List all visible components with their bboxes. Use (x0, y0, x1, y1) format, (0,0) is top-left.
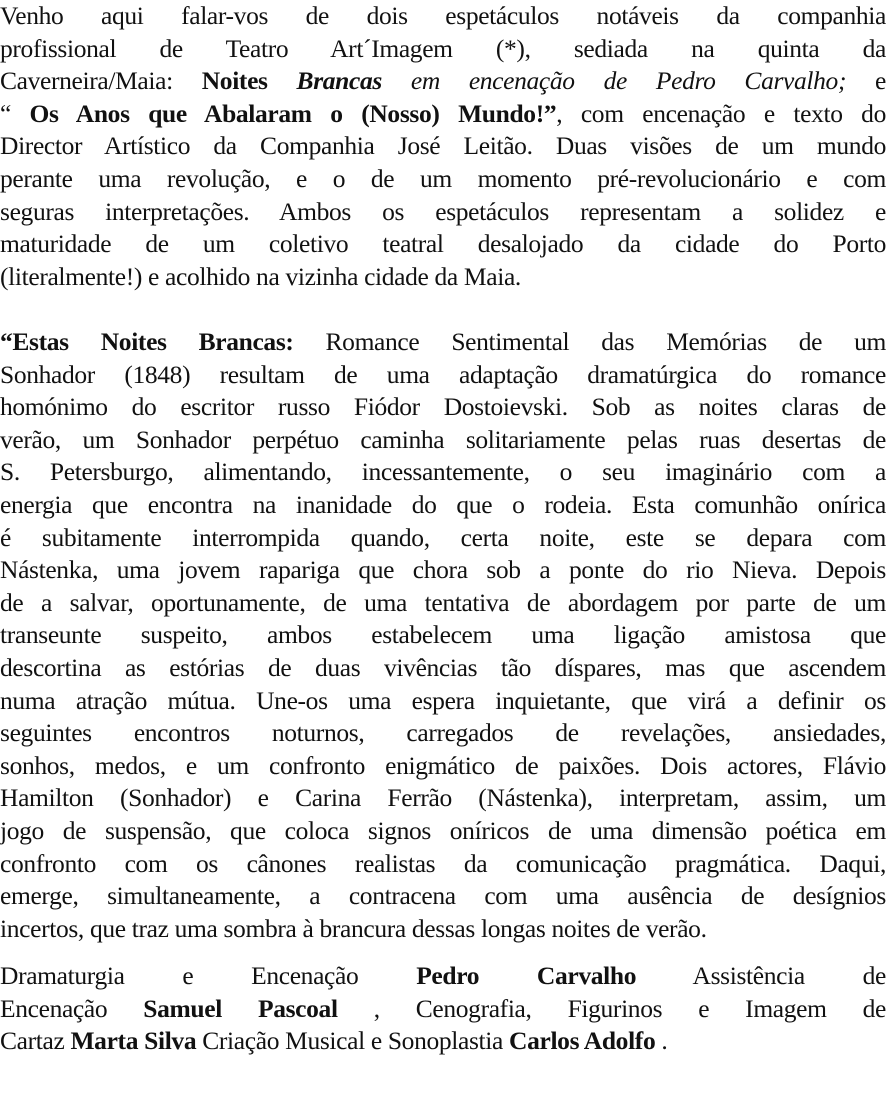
text-line (0, 993, 886, 1026)
text-line (0, 228, 886, 261)
text-run: numa atração mútua. Une-os uma espera inquietante, que virá a definir os (0, 685, 886, 715)
text-run: Encenação (0, 993, 144, 1023)
text-run: energia que encontra na inanidade do que o rodeia. Esta comunhão onírica (0, 489, 886, 519)
text-run: seguintes encontros noturnos, carregados de revelações, ansiedades, (0, 718, 886, 748)
text-line (0, 33, 886, 66)
text-line (0, 880, 886, 913)
emphasis-text: Carlos Adolfo (509, 1026, 656, 1056)
emphasis-text: em encenação de Pedro Carvalho; (381, 66, 847, 96)
text-run: confronto com os cânones realistas da comunicação pragmática. Daqui, (0, 848, 886, 878)
paragraph-credits (0, 960, 886, 1058)
text-line (0, 65, 886, 98)
emphasis-text: Pedro Carvalho (416, 961, 637, 990)
text-line (0, 261, 886, 294)
text-line (0, 196, 886, 229)
text-line (0, 554, 886, 587)
text-line (0, 359, 886, 392)
text-run: Venho aqui falar-vos de dois espetáculos notáveis da companhia (0, 1, 886, 30)
emphasis-text: “Estas Noites Brancas: (0, 327, 294, 356)
text-run: jogo de suspensão, que coloca signos oníricos de uma dimensão poética em (0, 815, 886, 845)
text-run: Cartaz (0, 1026, 71, 1056)
text-run: . (655, 1026, 668, 1056)
text-run: Caverneira/Maia: (0, 66, 202, 96)
text-line (0, 391, 886, 424)
text-line (0, 815, 886, 848)
text-run: sonhos, medos, e um confronto enigmático de paixões. Dois actores, Flávio (0, 750, 886, 780)
text-run: Dramaturgia e Encenação (0, 961, 417, 990)
emphasis-text: Samuel Pascoal (143, 993, 338, 1023)
paragraph-noites-brancas (0, 326, 886, 945)
text-run: de a salvar, oportunamente, de uma tentativa de abordagem por parte de um (0, 587, 886, 617)
emphasis-text: Marta Silva (70, 1026, 197, 1056)
text-line (0, 782, 886, 815)
text-run: perante uma revolução, e o de um momento pré-revolucionário e com (0, 163, 886, 193)
text-line (0, 326, 886, 359)
text-line (0, 1025, 886, 1058)
text-line (0, 913, 886, 946)
text-run: (literalmente!) e acolhido na vizinha cidade da Maia. (0, 261, 521, 291)
text-run: incertos, que traz uma sombra à brancura dessas longas noites de verão. (0, 913, 707, 943)
text-line (0, 424, 886, 457)
text-line (0, 750, 886, 783)
text-run: Criação Musical e Sonoplastia (196, 1026, 510, 1056)
text-line (0, 652, 886, 685)
text-run: é subitamente interrompida quando, certa noite, este se depara com (0, 522, 886, 552)
text-line (0, 587, 886, 620)
emphasis-text: Os Anos que Abalaram o (Nosso) Mundo!” (29, 98, 557, 128)
text-run: , com encenação e texto do (556, 98, 886, 128)
text-run: seguras interpretações. Ambos os espetáculos representam a solidez e (0, 196, 886, 226)
text-line (0, 0, 886, 33)
text-line (0, 619, 886, 652)
emphasis-text: Brancas (296, 66, 382, 96)
text-run: maturidade de um coletivo teatral desalojado da cidade do Porto (0, 229, 886, 259)
text-line (0, 522, 886, 555)
text-run: Romance Sentimental das Memórias de um (293, 327, 886, 356)
text-run: Assistência de (636, 961, 886, 990)
text-run: Sonhador (1848) resultam de uma adaptação dramatúrgica do romance (0, 359, 886, 389)
text-run: verão, um Sonhador perpétuo caminha solitariamente pelas ruas desertas de (0, 424, 886, 454)
text-run: transeunte suspeito, ambos estabelecem uma ligação amistosa que (0, 620, 886, 650)
text-run: e (846, 66, 886, 96)
text-run: , Cenografia, Figurinos e Imagem de (337, 993, 886, 1023)
text-run: profissional de Teatro Art´Imagem (*), sediada na quinta da (0, 33, 886, 63)
text-run: emerge, simultaneamente, a contracena com uma ausência de desígnios (0, 881, 886, 911)
text-line (0, 489, 886, 522)
text-run: Hamilton (Sonhador) e Carina Ferrão (Nástenka), interpretam, assim, um (0, 783, 886, 813)
text-run: Nástenka, uma jovem rapariga que chora sob a ponte do rio Nieva. Depois (0, 555, 886, 585)
text-line (0, 130, 886, 163)
paragraph-intro (0, 0, 886, 293)
text-run: descortina as estórias de duas vivências tão díspares, mas que ascendem (0, 652, 886, 682)
text-line (0, 717, 886, 750)
text-run: S. Petersburgo, alimentando, incessantemente, o seu imaginário com a (0, 457, 886, 487)
text-run: “ (0, 98, 30, 128)
text-line (0, 456, 886, 489)
text-line (0, 98, 886, 131)
emphasis-text: Noites (201, 66, 297, 96)
text-line (0, 685, 886, 718)
text-run: Director Artístico da Companhia José Leitão. Duas visões de um mundo (0, 131, 886, 161)
text-line (0, 163, 886, 196)
text-line (0, 848, 886, 881)
text-line (0, 960, 886, 993)
text-run: homónimo do escritor russo Fiódor Dostoievski. Sob as noites claras de (0, 392, 886, 422)
